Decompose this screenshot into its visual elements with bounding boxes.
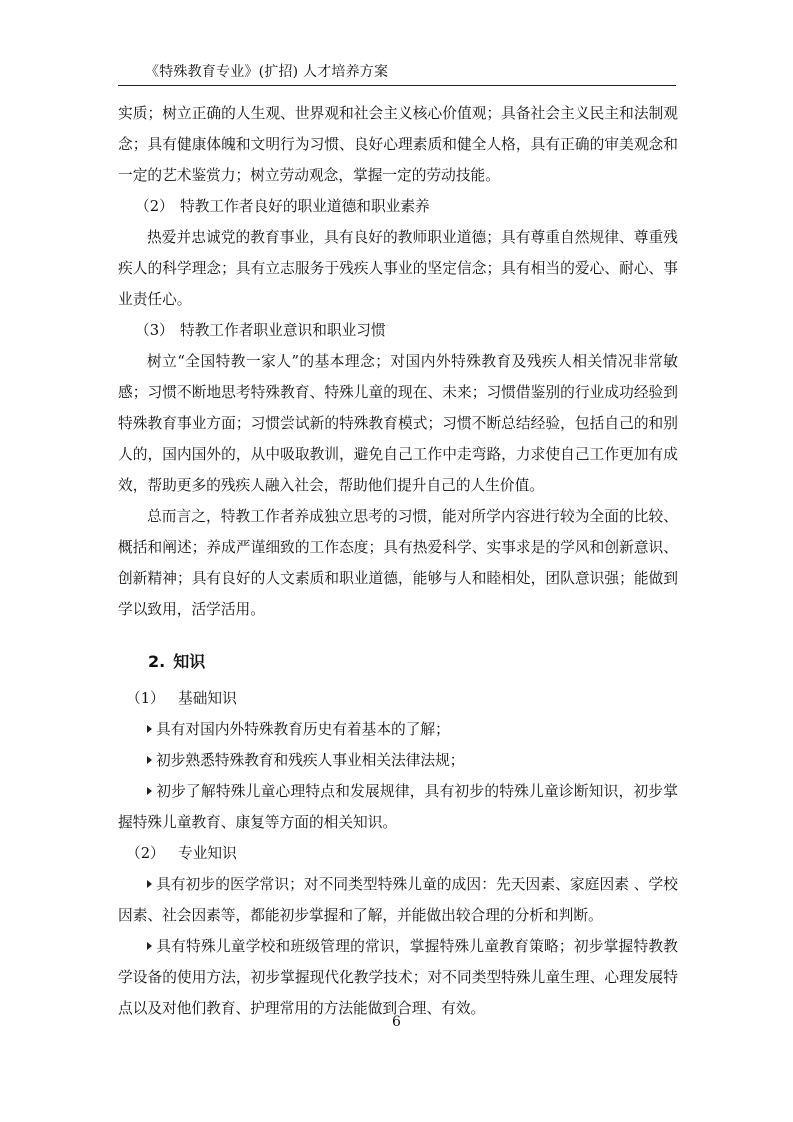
subheading-title: 特教工作者良好的职业道德和职业素养 (180, 198, 430, 215)
bullet-item: 初步了解特殊儿童心理特点和发展规律，具有初步的特殊儿童诊断知识，初步掌握特殊儿童教育、康复等方面的相关知识。 (118, 783, 678, 831)
running-header: 《特殊教育专业》(扩招) 人才培养方案 (145, 64, 389, 80)
subheading-basic-knowledge (118, 683, 678, 714)
bullet-item: 具有对国内外特殊教育历史有着基本的了解； (118, 714, 678, 745)
section-heading-knowledge (118, 646, 678, 677)
arrow-bullet-icon (147, 942, 152, 950)
bullet-item: 具有初步的医学常识；对不同类型特殊儿童的成因：先天因素、家庭因素 、学校因素、社会因素等，都能初步掌握和了解，并能做出较合理的分析和判断。 (118, 876, 678, 924)
arrow-bullet-icon (147, 880, 152, 888)
section-number: 2. (148, 652, 166, 671)
subheading-number: （2） (126, 845, 165, 862)
header-divider (118, 85, 676, 86)
subheading-title: 专业知识 (178, 845, 237, 862)
bullet-item: 初步熟悉特殊教育和残疾人事业相关法律法规； (118, 745, 678, 776)
arrow-bullet-icon (147, 756, 152, 764)
subheading-number: （3） (135, 322, 174, 339)
bullet-item: 具有特殊儿童学校和班级管理的常识，掌握特殊儿童教育策略；初步掌握特教教学设备的使用方法，初步掌握现代化教学技术；对不同类型特殊儿童生理、心理发展特点以及对他们教育、护理常用的方法能做到合理、有效。 (118, 938, 678, 1017)
subheading-number: （1） (126, 690, 165, 707)
habits-paragraph: 树立“全国特教一家人”的基本理念；对国内外特殊教育及残疾人相关情况非常敏感；习惯不断地思考特殊教育、特殊儿童的现在、未来；习惯借鉴别的行业成功经验到特殊教育事业方面；习惯尝试新的特殊教育模式；习惯不断总结经验，包括自己的和别人的，国内国外的，从中吸取教训，避免自己工作中走弯路，力求使自己工作更加有成效，帮助更多的残疾人融入社会，帮助他们提升自己的人生价值。 (118, 353, 678, 494)
arrow-bullet-icon (147, 787, 152, 795)
subheading-number: （2） (135, 198, 174, 215)
page-body (118, 98, 678, 1024)
subheading-title: 特教工作者职业意识和职业习惯 (180, 322, 386, 339)
ethics-paragraph: 热爱并忠诚党的教育事业，具有良好的教师职业道德；具有尊重自然规律、尊重残疾人的科学理念；具有立志服务于残疾人事业的坚定信念；具有相当的爱心、耐心、事业责任心。 (118, 229, 678, 308)
intro-paragraph: 实质；树立正确的人生观、世界观和社会主义核心价值观；具备社会主义民主和法制观念；具有健康体魄和文明行为习惯、良好心理素质和健全人格，具有正确的审美观念和一定的艺术鉴赏力；树立劳动观念，掌握一定的劳动技能。 (118, 105, 678, 184)
subheading-habits (118, 315, 678, 346)
section-title: 知识 (173, 652, 206, 671)
arrow-bullet-icon (147, 725, 152, 733)
page-number: 6 (392, 1014, 401, 1030)
subheading-title: 基础知识 (178, 690, 237, 707)
summary-paragraph: 总而言之，特教工作者养成独立思考的习惯，能对所学内容进行较为全面的比较、概括和阐述；养成严谨细致的工作态度；具有热爱科学、实事求是的学风和创新意识、创新精神；具有良好的人文素质和职业道德，能够与人和睦相处，团队意识强；能做到学以致用，活学活用。 (118, 508, 678, 618)
subheading-ethics (118, 191, 678, 222)
subheading-professional-knowledge (118, 838, 678, 869)
